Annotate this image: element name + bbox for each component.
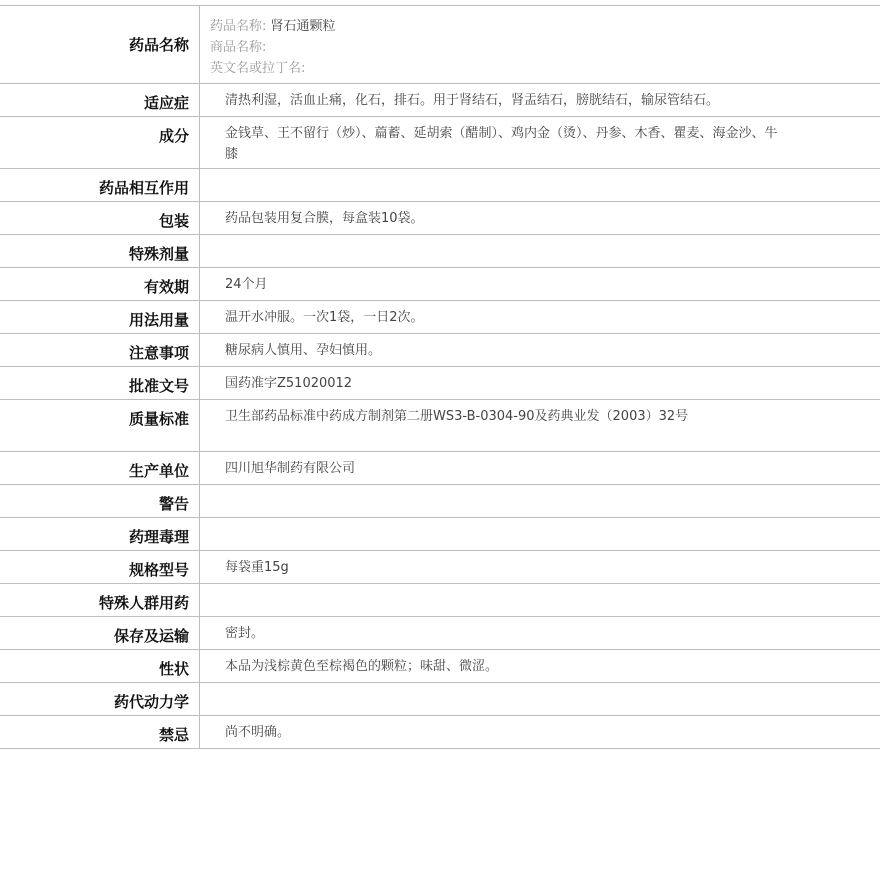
row-label: 规格型号 <box>0 551 200 583</box>
row-label: 特殊人群用药 <box>0 584 200 616</box>
row-value <box>200 235 880 267</box>
row-special-populations <box>0 584 880 617</box>
row-label: 质量标准 <box>0 400 200 451</box>
row-contraindications <box>0 716 880 749</box>
row-value <box>200 584 880 616</box>
row-value: 国药准字Z51020012 <box>225 376 353 391</box>
row-value: 本品为浅棕黄色至棕褐色的颗粒；味甜、微涩。 <box>225 659 499 674</box>
row-value: 四川旭华制药有限公司 <box>225 461 356 476</box>
row-value: 温开水冲服。一次1袋，一日2次。 <box>225 310 424 325</box>
row-label: 包装 <box>0 202 200 234</box>
row-label: 保存及运输 <box>0 617 200 649</box>
row-label: 适应症 <box>0 84 200 116</box>
row-value <box>200 485 880 517</box>
row-special-dosage <box>0 235 880 268</box>
trade-name-line <box>210 37 880 58</box>
row-storage <box>0 617 880 650</box>
row-label: 性状 <box>0 650 200 682</box>
row-value <box>200 683 880 715</box>
row-label: 药品相互作用 <box>0 169 200 201</box>
generic-name-label: 药品名称: <box>210 19 267 34</box>
row-label: 注意事项 <box>0 334 200 366</box>
english-name-line <box>210 58 880 79</box>
row-value: 金钱草、王不留行（炒）、萹蓄、延胡索（醋制）、鸡内金（烫）、丹参、木香、瞿麦、海金沙、牛膝 <box>225 126 778 162</box>
row-label: 成分 <box>0 117 200 168</box>
row-value: 尚不明确。 <box>225 725 291 740</box>
row-label: 药品名称 <box>0 6 200 83</box>
row-precautions <box>0 334 880 367</box>
row-label: 用法用量 <box>0 301 200 333</box>
row-approval-number <box>0 367 880 400</box>
row-value: 卫生部药品标准中药成方制剂第二册WS3-B-0304-90及药典业发（2003）32号 <box>225 409 689 424</box>
generic-name-value: 肾石通颗粒 <box>270 19 336 34</box>
row-value: 每袋重15g <box>225 560 289 575</box>
row-label: 批准文号 <box>0 367 200 399</box>
row-label: 禁忌 <box>0 716 200 748</box>
generic-name-line <box>210 16 880 37</box>
row-packaging <box>0 202 880 235</box>
row-label: 警告 <box>0 485 200 517</box>
row-label: 药理毒理 <box>0 518 200 550</box>
row-shelf-life <box>0 268 880 301</box>
row-warning <box>0 485 880 518</box>
row-manufacturer <box>0 452 880 485</box>
row-label: 有效期 <box>0 268 200 300</box>
row-appearance <box>0 650 880 683</box>
row-label: 药代动力学 <box>0 683 200 715</box>
row-value <box>200 518 880 550</box>
row-value: 药品包装用复合膜，每盒装10袋。 <box>225 211 424 226</box>
drug-info-table <box>0 5 880 749</box>
row-quality-standard <box>0 400 880 452</box>
row-indications <box>0 84 880 117</box>
row-pharmacokinetics <box>0 683 880 716</box>
row-drug-name <box>0 6 880 84</box>
row-value <box>200 169 880 201</box>
row-pharmacology <box>0 518 880 551</box>
row-specification <box>0 551 880 584</box>
row-value: 清热利湿，活血止痛，化石，排石。用于肾结石，肾盂结石，膀胱结石，输尿管结石。 <box>225 93 720 108</box>
row-label: 特殊剂量 <box>0 235 200 267</box>
row-usage-dosage <box>0 301 880 334</box>
row-value: 密封。 <box>225 626 265 641</box>
row-ingredients <box>0 117 880 169</box>
english-name-label: 英文名或拉丁名: <box>210 61 306 76</box>
row-interactions <box>0 169 880 202</box>
row-label: 生产单位 <box>0 452 200 484</box>
row-value: 糖尿病人慎用、孕妇慎用。 <box>225 343 382 358</box>
trade-name-label: 商品名称: <box>210 40 267 55</box>
row-value-name-block <box>200 6 880 83</box>
row-value: 24个月 <box>225 277 268 292</box>
